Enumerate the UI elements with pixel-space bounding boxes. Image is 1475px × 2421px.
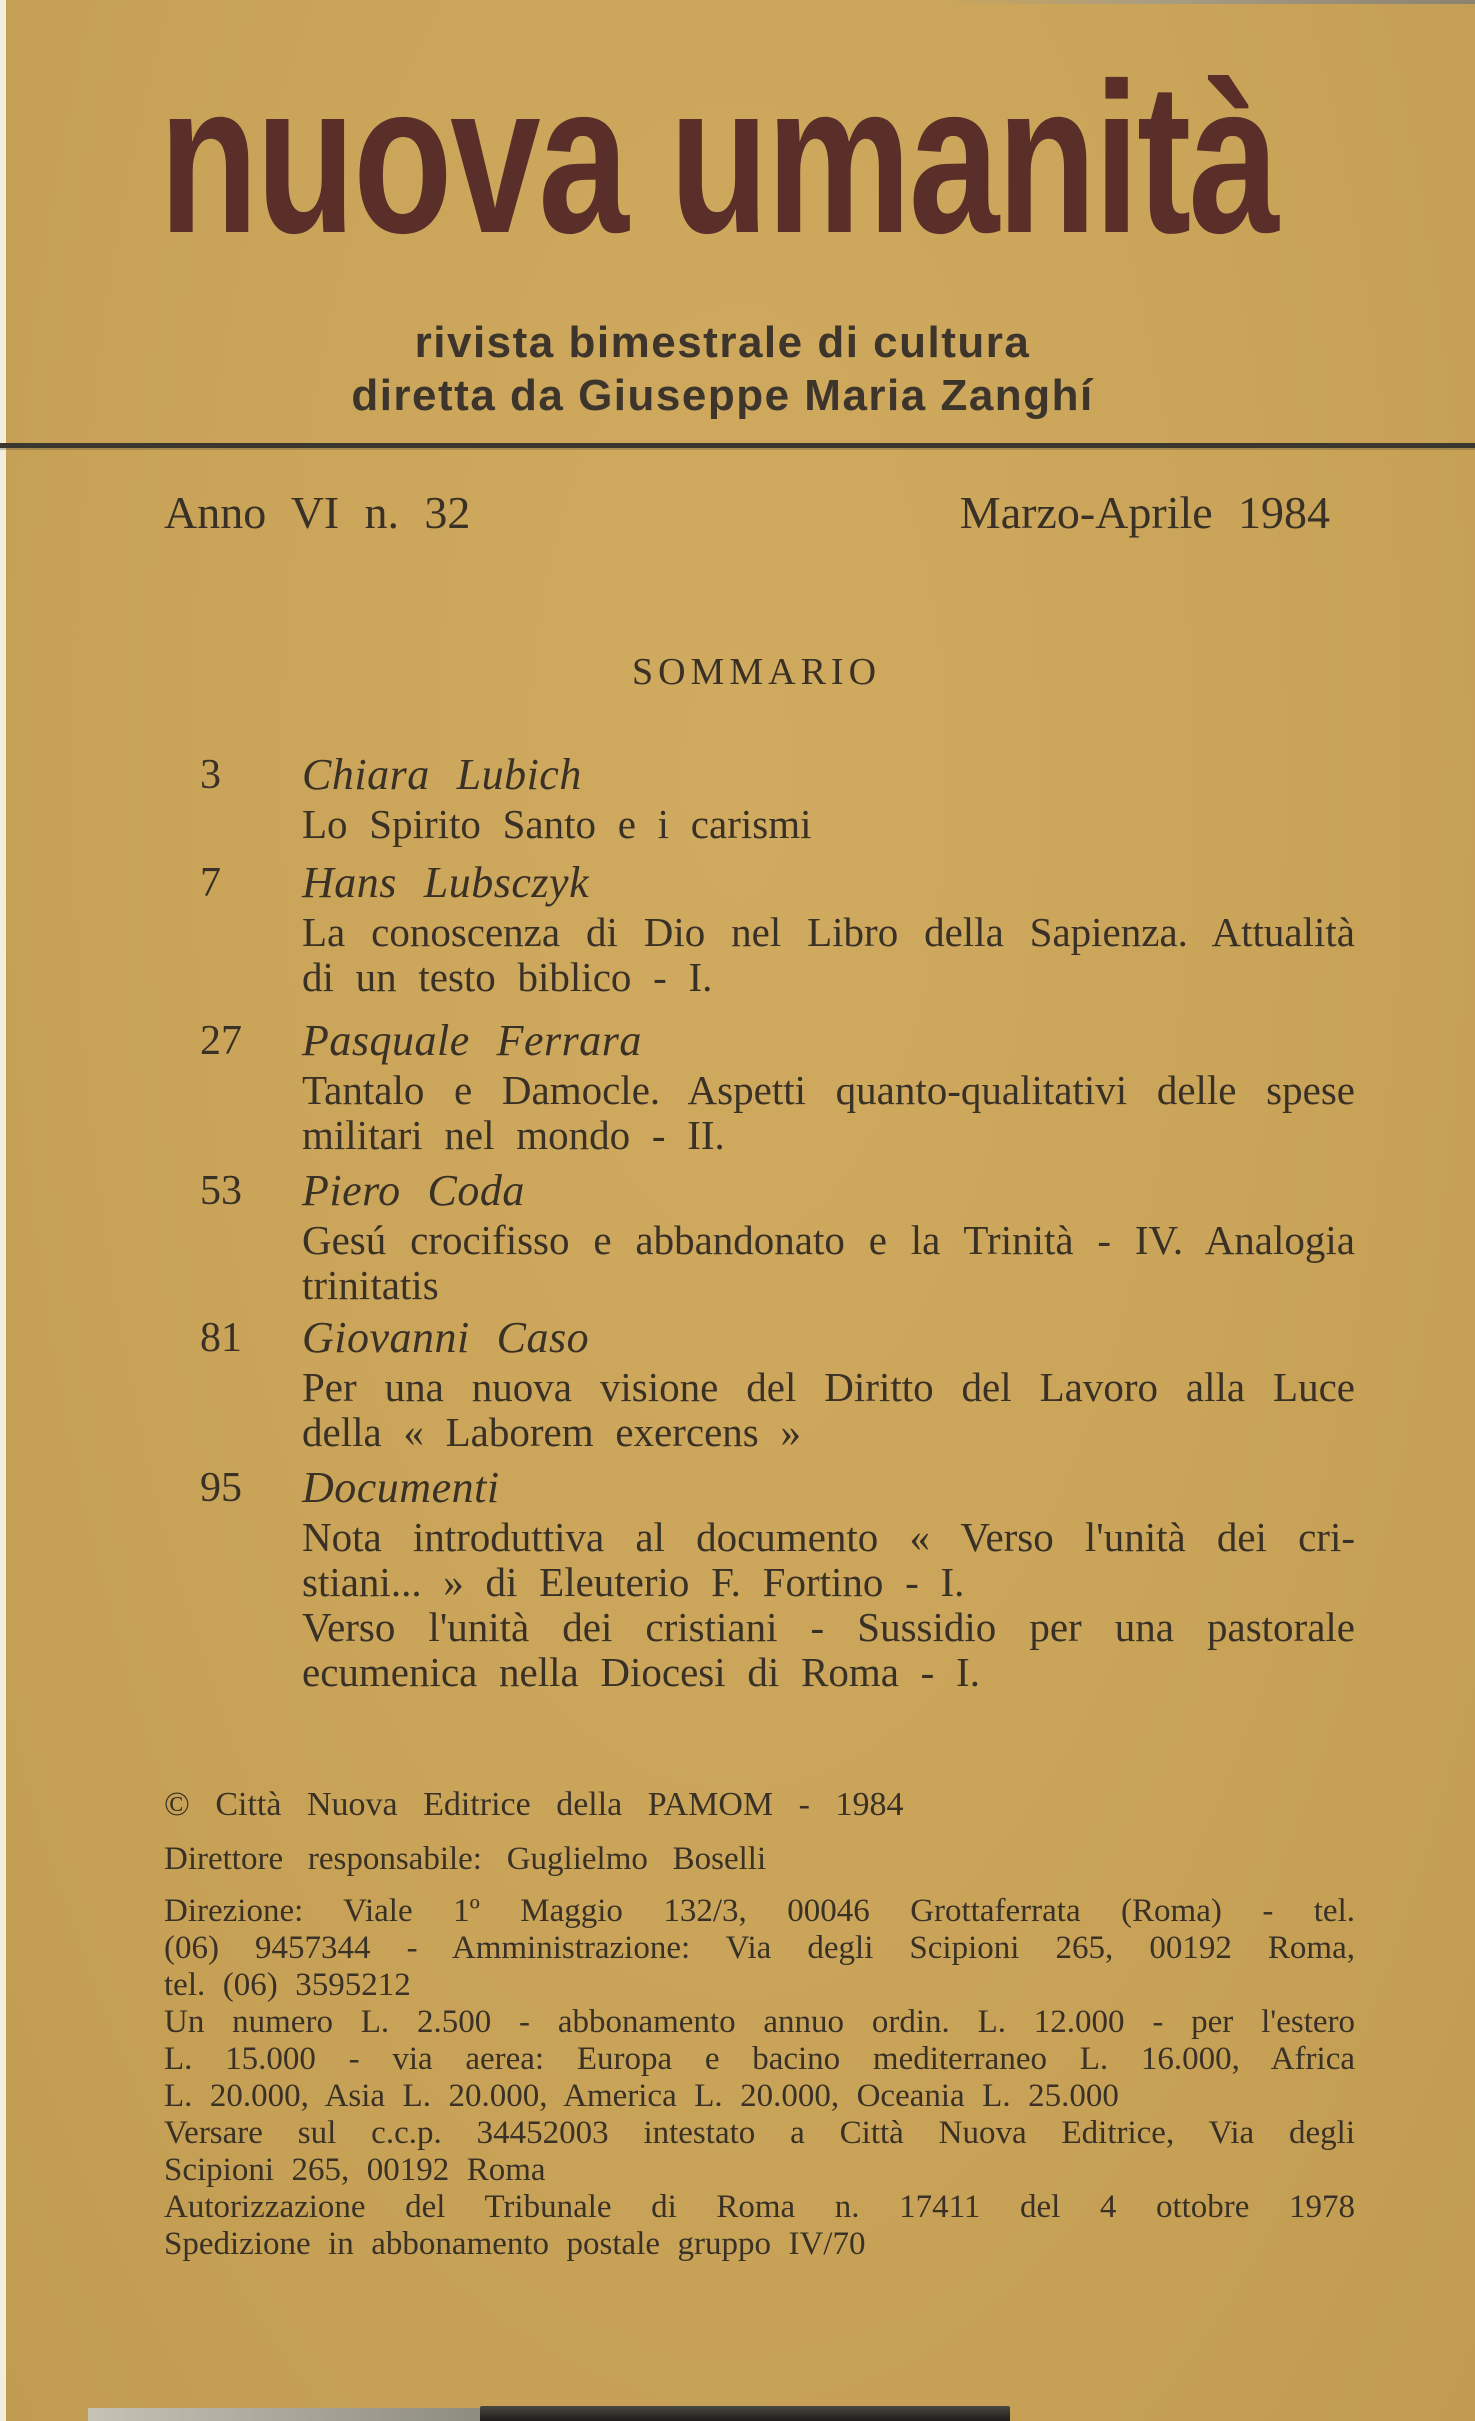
imprint-line: (06) 9457344 - Amministrazione: Via degli Scipioni 265, 00192 Roma, <box>164 1930 1355 1966</box>
toc-page-number: 27 <box>200 1018 242 1064</box>
toc-line: Lo Spirito Santo e i carismi <box>302 801 812 847</box>
toc-page-number: 81 <box>200 1315 242 1361</box>
toc-author: Piero Coda <box>302 1166 525 1215</box>
toc-line: Gesú crocifisso e abbandonato e la Trinità - IV. Analogia <box>302 1217 1355 1263</box>
toc-heading: SOMMARIO <box>631 651 882 693</box>
toc-article-title <box>302 910 1355 1000</box>
toc-entry <box>200 1313 1355 1455</box>
magazine-subtitle <box>0 316 1445 422</box>
toc-line: della « Laborem exercens » <box>302 1409 801 1455</box>
toc-line: stiani... » di Eleuterio F. Fortino - I. <box>302 1559 965 1605</box>
imprint-line: Versare sul c.c.p. 34452003 intestato a Città Nuova Editrice, Via degli <box>164 2115 1355 2151</box>
toc-line: Per una nuova visione del Diritto del Lavoro alla Luce <box>302 1364 1355 1410</box>
toc-article-title <box>302 1515 1355 1695</box>
toc-article-title <box>302 1365 1355 1455</box>
toc-line: ecumenica nella Diocesi di Roma - I. <box>302 1649 980 1695</box>
issue-number: Anno VI n. 32 <box>164 487 471 538</box>
toc-article-title <box>302 1068 1355 1158</box>
toc-entry <box>200 1166 1355 1308</box>
toc-article-title <box>302 802 1355 847</box>
toc-author: Hans Lubsczyk <box>302 858 590 907</box>
imprint-line: L. 15.000 - via aerea: Europa e bacino mediterraneo L. 16.000, Africa <box>164 2041 1355 2077</box>
toc-entry-body <box>302 1463 1355 1695</box>
imprint-block <box>164 1893 1355 2263</box>
imprint-line: Autorizzazione del Tribunale di Roma n. 17411 del 4 ottobre 1978 <box>164 2189 1355 2225</box>
horizontal-rule <box>0 443 1475 448</box>
imprint-line: Direzione: Viale 1º Maggio 132/3, 00046 Grottaferrata (Roma) - tel. <box>164 1893 1355 1929</box>
toc-author: Giovanni Caso <box>302 1313 590 1362</box>
toc-line: Verso l'unità dei cristiani - Sussidio per una pastorale <box>302 1604 1355 1650</box>
subtitle-line-1: rivista bimestrale di cultura <box>414 318 1031 367</box>
toc-page-number: 3 <box>200 752 221 798</box>
toc-entry-body <box>302 1313 1355 1455</box>
toc-page-number: 95 <box>200 1465 242 1511</box>
imprint-line: Spedizione in abbonamento postale gruppo IV/70 <box>164 2226 866 2262</box>
toc-entry-body <box>302 750 1355 847</box>
toc-line: Tantalo e Damocle. Aspetti quanto-qualitativi delle spese <box>302 1067 1355 1113</box>
imprint-line: Un numero L. 2.500 - abbonamento annuo ordin. L. 12.000 - per l'estero <box>164 2004 1355 2040</box>
scan-edge-bottom-light <box>88 2408 480 2421</box>
toc-entry-body <box>302 858 1355 1000</box>
toc-entry <box>200 750 1355 847</box>
toc-entry <box>200 1016 1355 1158</box>
toc-author: Chiara Lubich <box>302 750 582 799</box>
toc-entry-body <box>302 1166 1355 1308</box>
imprint-director: Direttore responsabile: Guglielmo Boselli <box>164 1841 767 1877</box>
toc-entry-body <box>302 1016 1355 1158</box>
imprint-copyright: © Città Nuova Editrice della PAMOM - 1984 <box>164 1786 904 1823</box>
toc-article-title <box>302 1218 1355 1308</box>
issue-row <box>164 489 1330 537</box>
toc-line: La conoscenza di Dio nel Libro della Sapienza. Attualità <box>302 909 1355 955</box>
toc-page-number: 7 <box>200 860 221 906</box>
toc-line: trinitatis <box>302 1262 439 1308</box>
imprint-line: L. 20.000, Asia L. 20.000, America L. 20.000, Oceania L. 25.000 <box>164 2078 1119 2114</box>
imprint-line: tel. (06) 3595212 <box>164 1967 411 2003</box>
subtitle-line-2: diretta da Giuseppe Maria Zanghí <box>351 371 1094 420</box>
toc-line: Nota introduttiva al documento « Verso l'unità dei cri- <box>302 1514 1355 1560</box>
toc-line: di un testo biblico - I. <box>302 954 713 1000</box>
imprint-line: Scipioni 265, 00192 Roma <box>164 2152 546 2188</box>
toc-entry <box>200 1463 1355 1695</box>
scan-edge-top <box>940 0 1475 4</box>
toc-author: Documenti <box>302 1463 500 1512</box>
toc-entry <box>200 858 1355 1000</box>
toc-page-number: 53 <box>200 1168 242 1214</box>
toc-line: militari nel mondo - II. <box>302 1112 725 1158</box>
magazine-title: nuova umanità <box>159 39 1278 278</box>
scan-edge-bottom-dark <box>480 2406 1010 2421</box>
toc-author: Pasquale Ferrara <box>302 1016 642 1065</box>
issue-date: Marzo-Aprile 1984 <box>959 487 1330 538</box>
